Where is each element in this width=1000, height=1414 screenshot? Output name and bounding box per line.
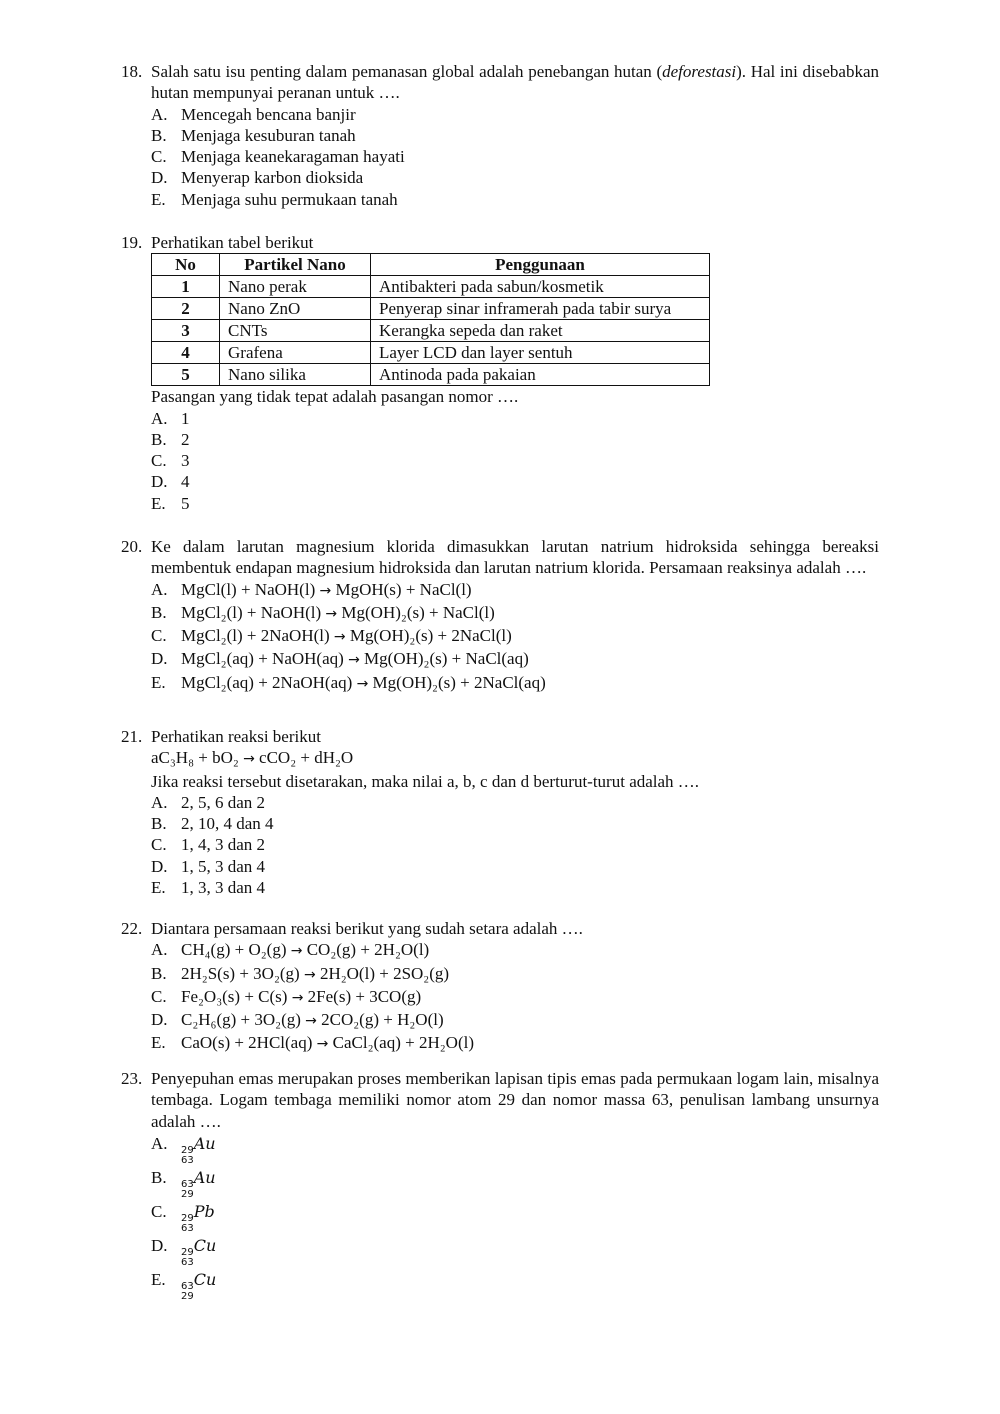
element-symbol: Pb xyxy=(193,1201,215,1221)
options-list xyxy=(121,1132,879,1302)
table-cell: Antibakteri pada sabun/kosmetik xyxy=(371,276,710,298)
table-cell: CNTs xyxy=(220,320,371,342)
option-letter: B. xyxy=(151,963,167,983)
option-d[interactable] xyxy=(151,1009,879,1032)
nuclide-notation xyxy=(181,1200,879,1234)
option-d[interactable] xyxy=(151,856,879,877)
option-a[interactable] xyxy=(151,579,879,602)
option-letter: A. xyxy=(151,408,168,428)
option-letter: B. xyxy=(151,429,167,449)
option-a[interactable] xyxy=(151,792,879,813)
option-letter: A. xyxy=(151,104,168,124)
nuclide-top: 29 xyxy=(181,1212,194,1224)
option-text: 5 xyxy=(181,493,190,513)
element-symbol: Au xyxy=(193,1133,216,1153)
question-number: 19. xyxy=(121,233,143,252)
nuclide-bottom: 63 xyxy=(181,1256,194,1268)
option-text: 1, 4, 3 dan 2 xyxy=(181,835,266,855)
option-e[interactable] xyxy=(151,189,879,210)
option-text: MgCl₂(aq) + 2NaOH(aq) → Mg(OH)₂(s) + 2NaCl(aq) xyxy=(181,672,546,692)
table-header: No xyxy=(152,254,220,276)
option-c[interactable] xyxy=(151,1200,879,1234)
nuclide-bottom: 29 xyxy=(181,1188,194,1200)
option-a[interactable] xyxy=(151,1132,879,1166)
question-stem: Penyepuhan emas merupakan proses memberikan lapisan tipis emas pada permukaan logam lain, misalnya tembaga. Logam tembaga memiliki nomor atom 29 dan nomor massa 63, penulisan lambang unsurnya adalah …. xyxy=(151,1069,879,1131)
table-cell: 1 xyxy=(152,276,220,298)
element-symbol: Cu xyxy=(193,1269,217,1289)
table-cell: Grafena xyxy=(220,342,371,364)
table-cell: Layer LCD dan layer sentuh xyxy=(371,342,710,364)
question-prompt: Pasangan yang tidak tepat adalah pasangan nomor …. xyxy=(151,387,519,407)
nuclide-top: 29 xyxy=(181,1144,194,1156)
option-text: 2H₂S(s) + 3O₂(g) → 2H₂O(l) + 2SO₂(g) xyxy=(181,963,450,983)
table-header: Penggunaan xyxy=(371,254,710,276)
option-letter: E. xyxy=(151,493,166,513)
option-a[interactable] xyxy=(151,104,879,125)
reaction-equation: aC₃H₈ + bO₂ → cCO₂ + dH₂O xyxy=(151,748,354,768)
table-cell: 5 xyxy=(152,364,220,386)
option-e[interactable] xyxy=(151,877,879,898)
option-text: MgCl(l) + NaOH(l) → MgOH(s) + NaCl(l) xyxy=(181,579,472,599)
stem-part: Salah satu isu penting dalam pemanasan global adalah penebangan hutan ( xyxy=(151,62,663,81)
option-text: 1 xyxy=(181,408,190,428)
nano-particle-table xyxy=(151,253,710,386)
option-text: Menjaga suhu permukaan tanah xyxy=(181,189,398,209)
question-number: 21. xyxy=(121,727,143,746)
option-b[interactable] xyxy=(151,125,879,146)
option-letter: E. xyxy=(151,878,166,898)
nuclide-top: 29 xyxy=(181,1246,194,1258)
option-letter: C. xyxy=(151,451,167,471)
option-e[interactable] xyxy=(151,672,879,695)
option-letter: A. xyxy=(151,940,168,960)
table-row xyxy=(152,298,710,320)
option-a[interactable] xyxy=(151,939,879,962)
option-e[interactable] xyxy=(151,493,879,514)
table-header-row xyxy=(152,254,710,276)
option-text: 2 xyxy=(181,429,190,449)
option-letter: D. xyxy=(151,168,168,188)
option-letter: E. xyxy=(151,189,166,209)
question-prompt: Jika reaksi tersebut disetarakan, maka nilai a, b, c dan d berturut-turut adalah …. xyxy=(151,771,700,791)
option-text: Menjaga keanekaragaman hayati xyxy=(181,147,405,167)
nuclide-top: 63 xyxy=(181,1280,194,1292)
nuclide-notation xyxy=(181,1166,879,1200)
nuclide-numbers xyxy=(181,1180,194,1200)
question-23 xyxy=(121,1068,879,1302)
nuclide-bottom: 29 xyxy=(181,1290,194,1302)
table-row xyxy=(152,276,710,298)
option-letter: A. xyxy=(151,579,168,599)
option-text: 2, 5, 6 dan 2 xyxy=(181,792,266,812)
question-number: 20. xyxy=(121,537,143,556)
table-cell: 3 xyxy=(152,320,220,342)
option-d[interactable] xyxy=(151,471,879,492)
question-stem: Perhatikan tabel berikut xyxy=(151,233,314,252)
option-letter: D. xyxy=(151,472,168,492)
options-list xyxy=(121,408,879,514)
question-stem: Diantara persamaan reaksi berikut yang sudah setara adalah …. xyxy=(151,919,583,938)
table-row xyxy=(152,320,710,342)
question-stem xyxy=(151,61,879,104)
table-row xyxy=(152,364,710,386)
nuclide-numbers xyxy=(181,1282,194,1302)
option-text: 3 xyxy=(181,451,190,471)
option-c[interactable] xyxy=(151,834,879,855)
option-d[interactable] xyxy=(151,167,879,188)
option-letter: C. xyxy=(151,626,167,646)
options-list xyxy=(121,579,879,695)
options-list xyxy=(121,104,879,210)
table-cell: 4 xyxy=(152,342,220,364)
nuclide-top: 63 xyxy=(181,1178,194,1190)
question-number: 18. xyxy=(121,62,143,81)
option-letter: C. xyxy=(151,835,167,855)
question-stem: Ke dalam larutan magnesium klorida dimasukkan larutan natrium hidroksida sehingga bereaksi membentuk endapan magnesium hidroksida dan larutan natrium klorida. Persamaan reaksinya adalah …. xyxy=(151,537,879,578)
question-19 xyxy=(121,232,879,514)
option-d[interactable] xyxy=(151,648,879,671)
question-18 xyxy=(121,61,879,210)
option-letter: C. xyxy=(151,986,167,1006)
option-letter: D. xyxy=(151,856,168,876)
option-c[interactable] xyxy=(151,450,879,471)
option-text: Menyerap karbon dioksida xyxy=(181,168,364,188)
nuclide-bottom: 63 xyxy=(181,1154,194,1166)
table-cell: Nano perak xyxy=(220,276,371,298)
option-text: Menjaga kesuburan tanah xyxy=(181,125,356,145)
option-b[interactable] xyxy=(151,602,879,625)
option-letter: B. xyxy=(151,814,167,834)
element-symbol: Cu xyxy=(193,1235,217,1255)
table-cell: Nano ZnO xyxy=(220,298,371,320)
option-b[interactable] xyxy=(151,963,879,986)
option-text: 1, 5, 3 dan 4 xyxy=(181,856,266,876)
option-b[interactable] xyxy=(151,1166,879,1200)
nuclide-numbers xyxy=(181,1214,194,1234)
option-letter: A. xyxy=(151,1133,168,1153)
question-number: 22. xyxy=(121,919,143,938)
option-text: MgCl₂(aq) + NaOH(aq) → Mg(OH)₂(s) + NaCl(aq) xyxy=(181,649,529,669)
option-d[interactable] xyxy=(151,1234,879,1268)
option-letter: D. xyxy=(151,1235,168,1255)
option-text: C₂H₆(g) + 3O₂(g) → 2CO₂(g) + H₂O(l) xyxy=(181,1010,444,1030)
option-letter: C. xyxy=(151,147,167,167)
option-text: MgCl₂(l) + NaOH(l) → Mg(OH)₂(s) + NaCl(l) xyxy=(181,602,495,622)
nuclide-numbers xyxy=(181,1248,194,1268)
option-text: CaO(s) + 2HCl(aq) → CaCl₂(aq) + 2H₂O(l) xyxy=(181,1033,474,1053)
table-cell: Antinoda pada pakaian xyxy=(371,364,710,386)
option-letter: E. xyxy=(151,1269,166,1289)
question-22 xyxy=(121,918,879,1056)
option-text: MgCl₂(l) + 2NaOH(l) → Mg(OH)₂(s) + 2NaCl(l) xyxy=(181,626,512,646)
table-cell: Penyerap sinar inframerah pada tabir surya xyxy=(371,298,710,320)
option-letter: A. xyxy=(151,792,168,812)
stem-emphasis: deforestasi xyxy=(662,62,737,81)
option-text: 1, 3, 3 dan 4 xyxy=(181,878,266,898)
option-b[interactable] xyxy=(151,429,879,450)
table-header: Partikel Nano xyxy=(220,254,371,276)
option-c[interactable] xyxy=(151,146,879,167)
options-list xyxy=(121,939,879,1055)
nuclide-notation xyxy=(181,1268,879,1302)
option-text: CH₄(g) + O₂(g) → CO₂(g) + 2H₂O(l) xyxy=(181,940,430,960)
table-cell: Kerangka sepeda dan raket xyxy=(371,320,710,342)
option-e[interactable] xyxy=(151,1268,879,1302)
option-letter: E. xyxy=(151,1033,166,1053)
option-letter: D. xyxy=(151,649,168,669)
option-c[interactable] xyxy=(151,625,879,648)
options-list xyxy=(121,792,879,898)
question-21 xyxy=(121,726,879,898)
nuclide-numbers xyxy=(181,1146,194,1166)
option-text: Mencegah bencana banjir xyxy=(181,104,356,124)
nuclide-notation xyxy=(181,1234,879,1268)
option-letter: C. xyxy=(151,1201,167,1221)
nuclide-notation xyxy=(181,1132,879,1166)
option-letter: D. xyxy=(151,1010,168,1030)
option-b[interactable] xyxy=(151,813,879,834)
table-cell: Nano silika xyxy=(220,364,371,386)
table-row xyxy=(152,342,710,364)
element-symbol: Au xyxy=(193,1167,216,1187)
option-letter: E. xyxy=(151,672,166,692)
option-letter: B. xyxy=(151,602,167,622)
table-cell: 2 xyxy=(152,298,220,320)
question-20 xyxy=(121,536,879,695)
question-stem: Perhatikan reaksi berikut xyxy=(151,727,321,746)
nuclide-bottom: 63 xyxy=(181,1222,194,1234)
question-number: 23. xyxy=(121,1069,143,1088)
option-letter: B. xyxy=(151,125,167,145)
option-text: 2, 10, 4 dan 4 xyxy=(181,814,274,834)
option-c[interactable] xyxy=(151,986,879,1009)
stem-part: ). Hal ini disebabkan hutan mempunyai peranan untuk …. xyxy=(151,62,879,103)
option-text: 4 xyxy=(181,472,190,492)
option-letter: B. xyxy=(151,1167,167,1187)
option-text: Fe₂O₃(s) + C(s) → 2Fe(s) + 3CO(g) xyxy=(181,986,422,1006)
option-e[interactable] xyxy=(151,1032,879,1055)
option-a[interactable] xyxy=(151,408,879,429)
